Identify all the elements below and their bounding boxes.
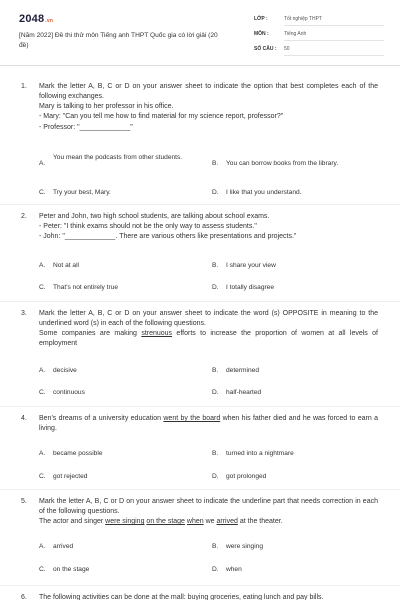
divider (0, 204, 400, 205)
question-text: Mark the letter A, B, C or D on your answer sheet to indicate the underline part that needs correction in each of the following questions. The actor and singer were singing on the stage when we arrived at the theater. (39, 497, 378, 527)
document-header (0, 0, 400, 66)
meta-subject-label: MÔN : (254, 31, 269, 37)
question-text: Mark the letter A, B, C or D on your answer sheet to indicate the word (s) OPPOSITE in meaning to the underlined word (s) in each of the following questions. Some companies are making strenuous efforts to increase the proportion of women at all levels of employment (39, 309, 378, 350)
question-text: The following activities can be done at the mall: buying groceries, eating lunch and pay bills. (39, 594, 324, 600)
divider (0, 301, 400, 302)
question-number: 5. (21, 498, 27, 505)
underlined-phrase: went by the board (163, 415, 221, 422)
underlined-part-b: were singing (105, 518, 145, 526)
question-sentence: Ben's dreams of a university education went by the board when his father died and he was forced to earn a living. (39, 415, 378, 433)
question-number: 3. (21, 310, 27, 317)
question-text (39, 414, 378, 434)
meta-question-count (254, 46, 394, 59)
document-page: 2048.vn [Năm 2022] Đề thi thử môn Tiếng anh THPT Quốc gia có lời giải (20 đề) LỚP : Tốt nghiệp THPT MÔN : Tiếng Anh SỐ CÂU : 50 1. Mark the letter A, B, C or D on your answer sheet to indicate the option that best completes each of the following exchanges. Mary is talking to her professor in his office. - Mary: "Can you tell me how to find material for my science report, professor?" - Professor: "_____________" A. You mean the podcasts from other students. B. You can borrow books from the library. C. Try your best, Mary. D. I like that you understand. 2. Peter and John, two high school students, are talking about school exams. - Peter: "I think exams should not be the only way to assess students." - John: "_____________. There are various others like presentations and projects." A. Not at all B. I share your view C. That's not entirely true D. I totally disagree 3. Mark the letter A, B, C or D on your answer sheet to indicate the word (s) OPPOSITE in meaning to the underlined word (s) in each of the following questions. Some companies are making strenuous efforts to increase the proportion of women at all levels of employment A. decisive B. determined C. continuous D. half-hearted 4. Ben's dreams of a university education went by the board when his father died and he was forced to earn a living. A. became possible B. turned into a nightmare C. got rejected D. got prolonged 5. Mark the letter A, B, C or D on your answer sheet to indicate the underline part that needs correction in each of the following questions. The actor and singer were singing on the stage when we arrived at the theater. A. arrived B. were singing C. on the stage D. when 6. The following activities can be done at the mall: buying groceries, eating lunch and pay bills. (0, 0, 400, 600)
meta-subject-value: Tiếng Anh (284, 31, 384, 41)
underlined-part-c: on the stage (146, 518, 185, 526)
meta-count-value: 50 (284, 46, 384, 56)
question-sentence: Some companies are making strenuous efforts to increase the proportion of women at all levels of employment (39, 330, 378, 348)
question-text: Peter and John, two high school students, are talking about school exams. - Peter: "I think exams should not be the only way to assess students." - John: "_____________. There are various others like presentations and projects." (39, 213, 297, 241)
meta-grade (254, 16, 394, 29)
question-number: 2. (21, 213, 27, 220)
underlined-part-d: when (186, 518, 204, 526)
document-title: [Năm 2022] Đề thi thử môn Tiếng anh THPT Quốc gia có lời giải (20 đề) (19, 32, 218, 49)
divider (0, 406, 400, 407)
question-number: 1. (21, 83, 27, 90)
question-text: Mark the letter A, B, C or D on your answer sheet to indicate the option that best completes each of the following exchanges. Mary is talking to her professor in his office. - Mary: "Can you tell me how to find material for my science report, professor?" - Professor: "_____________" (39, 83, 378, 131)
underlined-word: strenuous (141, 330, 173, 338)
underlined-part-a: arrived (216, 518, 238, 526)
site-logo[interactable]: 2048.vn (19, 13, 54, 25)
divider (0, 489, 400, 490)
question-sentence: The actor and singer were singing on the stage when we arrived at the theater. (39, 518, 283, 526)
meta-count-label: SỐ CÂU : (254, 46, 277, 52)
meta-subject (254, 31, 394, 44)
question-number: 6. (21, 594, 27, 600)
divider (0, 585, 400, 586)
meta-grade-value: Tốt nghiệp THPT (284, 16, 384, 26)
meta-grade-label: LỚP : (254, 16, 268, 22)
question-number: 4. (21, 415, 27, 422)
